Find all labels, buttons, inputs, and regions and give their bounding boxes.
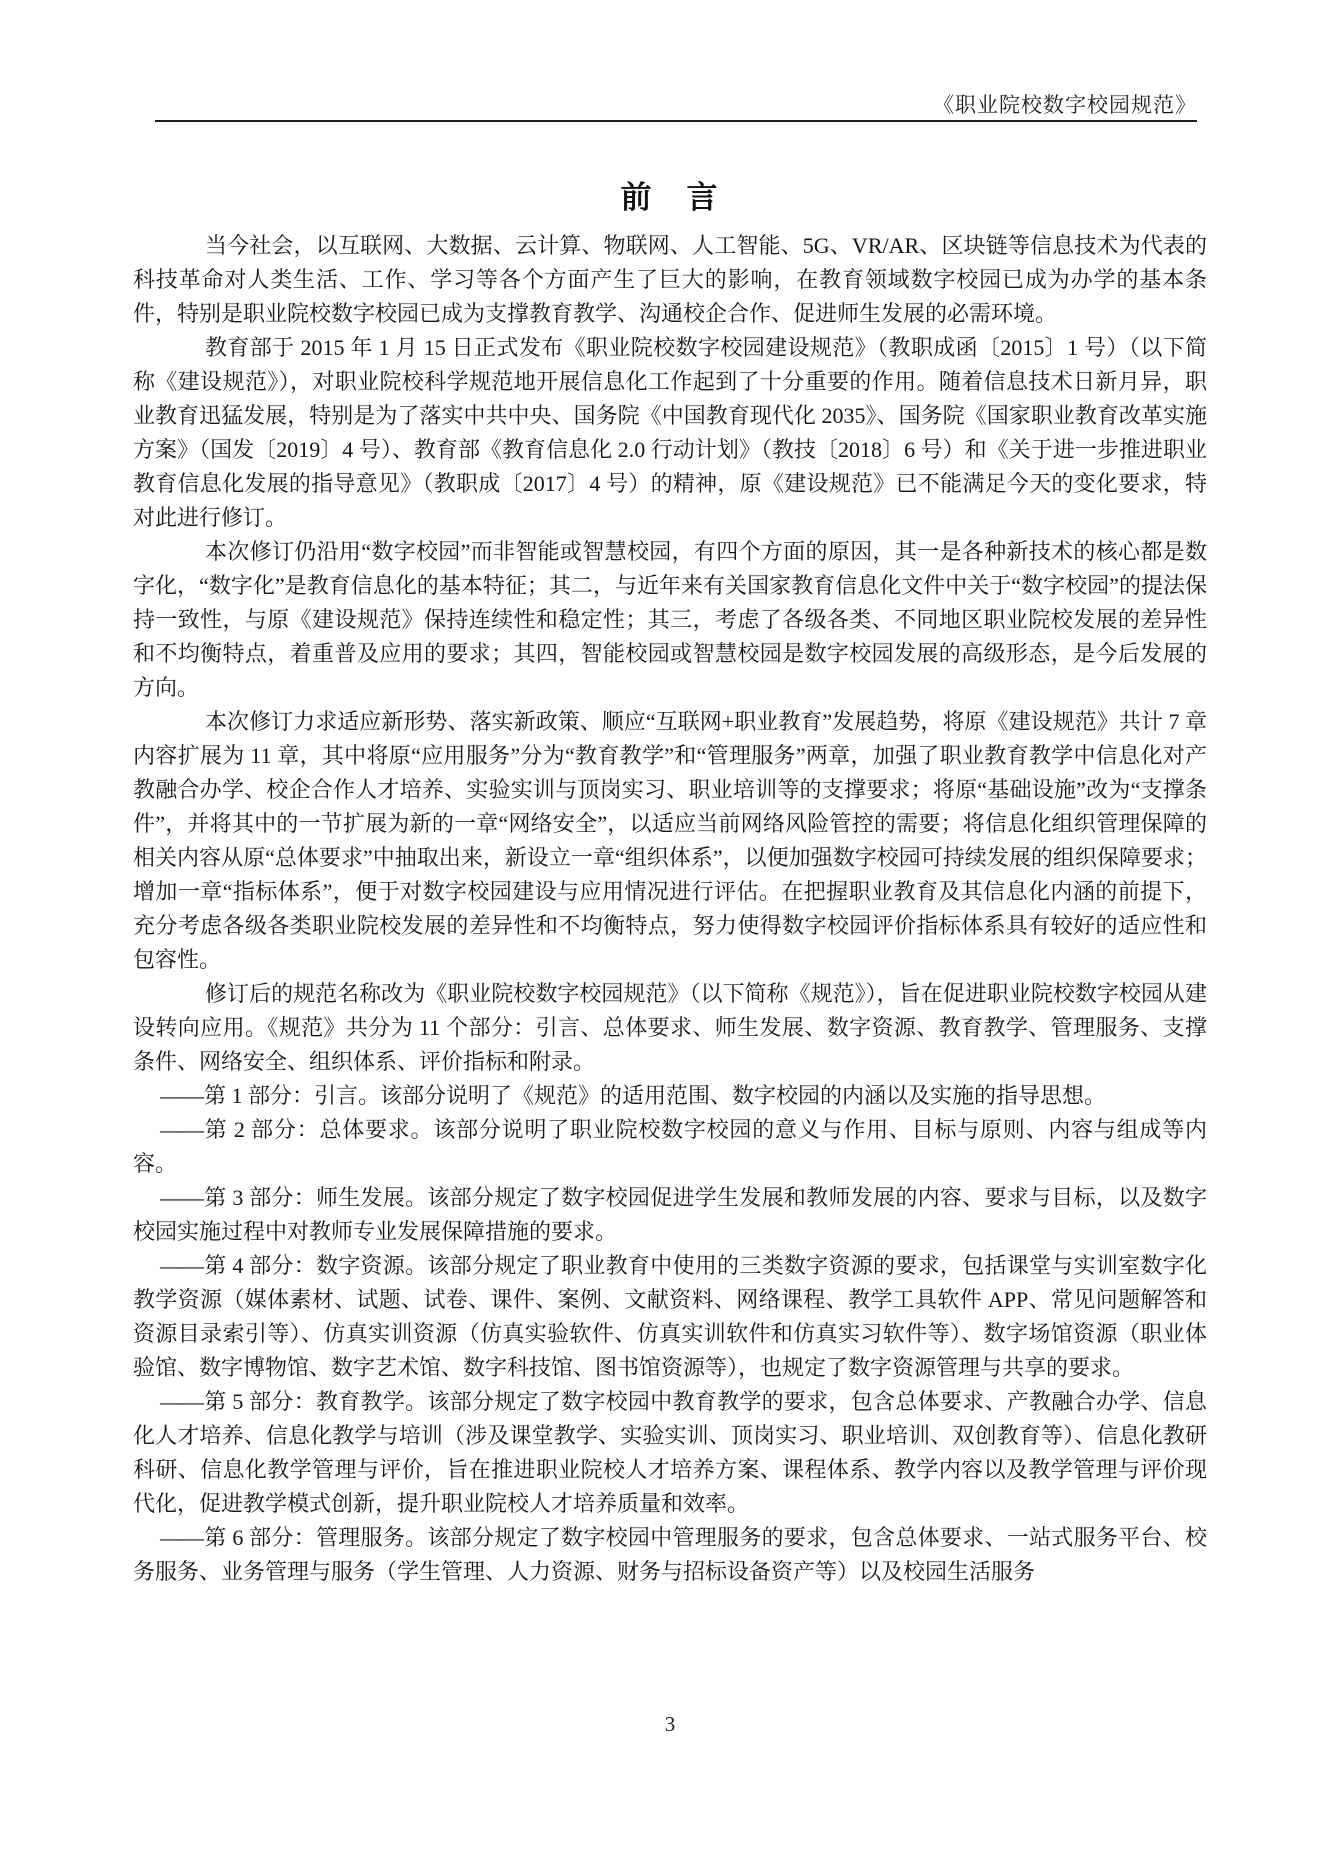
paragraph-part-5: ——第 5 部分：教育教学。该部分规定了数字校园中教育教学的要求，包含总体要求、产教融合办学、信息化人才培养、信息化教学与培训（涉及课堂教学、实验实训、顶岗实习、职业培训、双创教育等）、信息化教研科研、信息化教学管理与评价，旨在推进职业院校人才培养方案、课程体系、教学内容以及教学管理与评价现代化，促进教学模式创新，提升职业院校人才培养质量和效率。 xyxy=(133,1389,1207,1516)
paragraph: 修订后的规范名称改为《职业院校数字校园规范》（以下简称《规范》），旨在促进职业院校数字校园从建设转向应用。《规范》共分为 11 个部分：引言、总体要求、师生发展、数字资源、教育教学、管理服务、支撑条件、网络安全、组织体系、评价指标和附录。 xyxy=(133,981,1207,1074)
paragraph-part-1: ——第 1 部分：引言。该部分说明了《规范》的适用范围、数字校园的内涵以及实施的指导思想。 xyxy=(160,1083,1107,1108)
document-body xyxy=(133,229,1207,1589)
header-rule xyxy=(155,120,1197,122)
paragraph: 本次修订力求适应新形势、落实新政策、顺应“互联网+职业教育”发展趋势，将原《建设规范》共计 7 章内容扩展为 11 章，其中将原“应用服务”分为“教育教学”和“管理服务”两章，加强了职业教育教学中信息化对产教融合办学、校企合作人才培养、实验实训与顶岗实习、职业培训等的支撑要求；将原“基础设施”改为“支撑条件”，并将其中的一节扩展为新的一章“网络安全”，以适应当前网络风险管控的需要；将信息化组织管理保障的相关内容从原“总体要求”中抽取出来，新设立一章“组织体系”，以便加强数字校园可持续发展的组织保障要求；增加一章“指标体系”，便于对数字校园建设与应用情况进行评估。在把握职业教育及其信息化内涵的前提下，充分考虑各级各类职业院校发展的差异性和不均衡特点，努力使得数字校园评价指标体系具有较好的适应性和包容性。 xyxy=(133,709,1207,972)
paragraph: 当今社会，以互联网、大数据、云计算、物联网、人工智能、5G、VR/AR、区块链等信息技术为代表的科技革命对人类生活、工作、学习等各个方面产生了巨大的影响，在教育领域数字校园已成为办学的基本条件，特别是职业院校数字校园已成为支撑教育教学、沟通校企合作、促进师生发展的必需环境。 xyxy=(133,233,1207,326)
page-title: 前 言 xyxy=(620,180,720,215)
running-header: 《职业院校数字校园规范》 xyxy=(933,93,1197,117)
paragraph-part-3: ——第 3 部分：师生发展。该部分规定了数字校园促进学生发展和教师发展的内容、要求与目标，以及数字校园实施过程中对教师专业发展保障措施的要求。 xyxy=(133,1185,1207,1244)
paragraph: 教育部于 2015 年 1 月 15 日正式发布《职业院校数字校园建设规范》（教职成函〔2015〕1 号）（以下简称《建设规范》），对职业院校科学规范地开展信息化工作起到了十分重要的作用。随着信息技术日新月异，职业教育迅猛发展，特别是为了落实中共中央、国务院《中国教育现代化 2035》、国务院《国家职业教育改革实施方案》（国发〔2019〕4 号）、教育部《教育信息化 2.0 行动计划》（教技〔2018〕6 号）和《关于进一步推进职业教育信息化发展的指导意见》（教职成〔2017〕4 号）的精神，原《建设规范》已不能满足今天的变化要求，特对此进行修订。 xyxy=(133,335,1207,530)
paragraph-part-2: ——第 2 部分：总体要求。该部分说明了职业院校数字校园的意义与作用、目标与原则、内容与组成等内容。 xyxy=(133,1117,1207,1176)
paragraph: 本次修订仍沿用“数字校园”而非智能或智慧校园，有四个方面的原因，其一是各种新技术的核心都是数字化，“数字化”是教育信息化的基本特征；其二，与近年来有关国家教育信息化文件中关于“数字校园”的提法保持一致性，与原《建设规范》保持连续性和稳定性；其三，考虑了各级各类、不同地区职业院校发展的差异性和不均衡特点，着重普及应用的要求；其四，智能校园或智慧校园是数字校园发展的高级形态，是今后发展的方向。 xyxy=(133,539,1207,700)
paragraph-part-6: ——第 6 部分：管理服务。该部分规定了数字校园中管理服务的要求，包含总体要求、一站式服务平台、校务服务、业务管理与服务（学生管理、人力资源、财务与招标设备资产等）以及校园生活服务 xyxy=(133,1525,1207,1584)
page-number: 3 xyxy=(664,1712,676,1736)
paragraph-part-4: ——第 4 部分：数字资源。该部分规定了职业教育中使用的三类数字资源的要求，包括课堂与实训室数字化教学资源（媒体素材、试题、试卷、课件、案例、文献资料、网络课程、教学工具软件 APP、常见问题解答和资源目录索引等）、仿真实训资源（仿真实验软件、仿真实训软件和仿真实习软件等）、数字场馆资源（职业体验馆、数字博物馆、数字艺术馆、数字科技馆、图书馆资源等），也规定了数字资源管理与共享的要求。 xyxy=(133,1253,1207,1380)
